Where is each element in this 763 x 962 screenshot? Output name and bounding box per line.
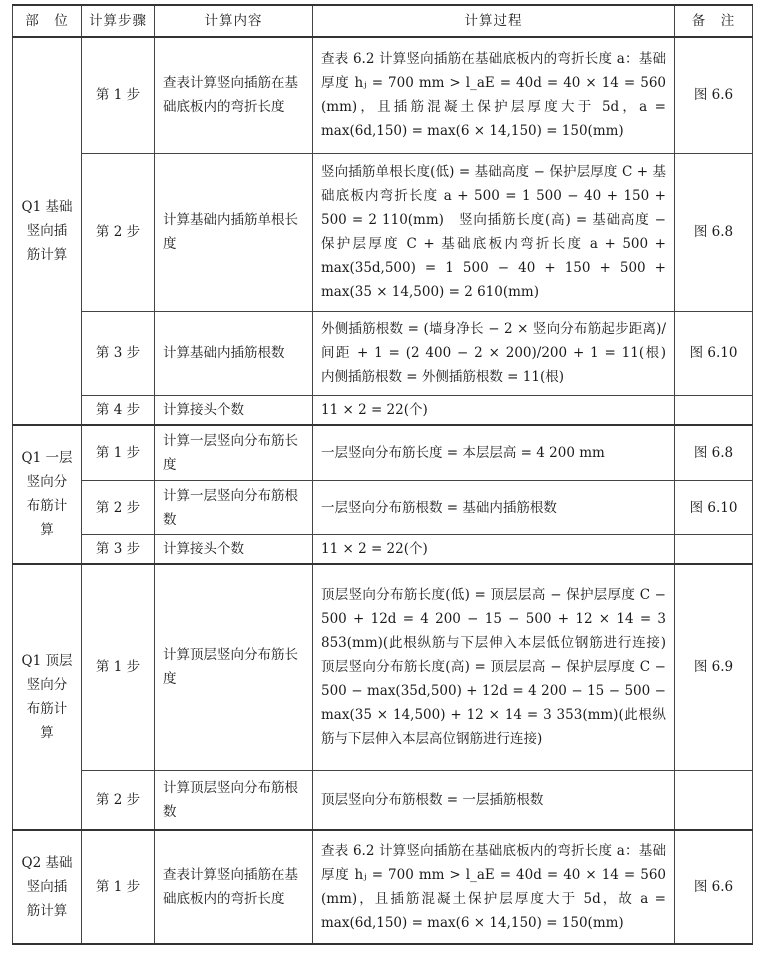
- step-cell: 第 3 步: [82, 311, 155, 395]
- part-cell: Q1 顶层竖向分布筋计算: [13, 564, 82, 830]
- process-cell: 一层竖向分布筋根数 = 基础内插筋根数: [313, 481, 675, 535]
- step-cell: 第 2 步: [82, 481, 155, 535]
- header-part: 部 位: [13, 5, 82, 37]
- step-cell: 第 2 步: [82, 770, 155, 830]
- process-cell: 查表 6.2 计算竖向插筋在基础底板内的弯折长度 a：基础厚度 hⱼ = 700 mm > l_aE = 40d = 40 × 14 = 560 (mm)，且插筋混凝土保护层厚度大于 5d，故 a = max(6d,150) = max(6 × 14,150) = 150(mm): [313, 830, 675, 944]
- table-row: [13, 425, 753, 481]
- process-cell: 11 × 2 = 22(个): [313, 395, 675, 425]
- table-row: [13, 153, 753, 311]
- step-cell: 第 3 步: [82, 535, 155, 565]
- content-cell: 查表计算竖向插筋在基础底板内的弯折长度: [155, 830, 313, 944]
- process-cell: 竖向插筋单根长度(低) = 基础高度 − 保护层厚度 C + 基础底板内弯折长度 a + 500 = 1 500 − 40 + 150 + 500 = 2 110(mm) 竖向插筋长度(高) = 基础高度 − 保护层厚度 C + 基础底板内弯折长度 a + 500 + max(35d,500) = 1 500 − 40 + 150 + 500 + max(35 × 14,500) = 2 610(mm): [313, 153, 675, 311]
- process-cell: 顶层竖向分布筋根数 = 一层插筋根数: [313, 770, 675, 830]
- header-process: 计算过程: [313, 5, 675, 37]
- content-cell: 计算顶层竖向分布筋长度: [155, 564, 313, 770]
- step-cell: 第 1 步: [82, 830, 155, 944]
- note-cell: 图 6.6: [675, 37, 753, 153]
- table-row: [13, 535, 753, 565]
- note-cell: [675, 395, 753, 425]
- part-cell: Q1 一层竖向分布筋计算: [13, 425, 82, 565]
- process-cell: 查表 6.2 计算竖向插筋在基础底板内的弯折长度 a：基础厚度 hⱼ = 700 mm > l_aE = 40d = 40 × 14 = 560 (mm)，且插筋混凝土保护层厚度大于 5d，a = max(6d,150) = max(6 × 14,150) = 150(mm): [313, 37, 675, 153]
- header-note: 备 注: [675, 5, 753, 37]
- table-header-row: [13, 5, 753, 37]
- note-cell: [675, 770, 753, 830]
- content-cell: 计算接头个数: [155, 395, 313, 425]
- content-cell: 计算接头个数: [155, 535, 313, 565]
- note-cell: 图 6.6: [675, 830, 753, 944]
- content-cell: 查表计算竖向插筋在基础底板内的弯折长度: [155, 37, 313, 153]
- header-step: 计算步骤: [82, 5, 155, 37]
- part-cell: Q2 基础竖向插筋计算: [13, 830, 82, 944]
- table-row: [13, 481, 753, 535]
- note-cell: 图 6.10: [675, 481, 753, 535]
- table-row: [13, 37, 753, 153]
- table-row: [13, 564, 753, 770]
- table-row: [13, 770, 753, 830]
- step-cell: 第 1 步: [82, 564, 155, 770]
- table-row: [13, 395, 753, 425]
- note-cell: [675, 535, 753, 565]
- note-cell: 图 6.8: [675, 153, 753, 311]
- note-cell: 图 6.10: [675, 311, 753, 395]
- content-cell: 计算顶层竖向分布筋根数: [155, 770, 313, 830]
- process-cell: 外侧插筋根数 = (墙身净长 − 2 × 竖向分布筋起步距离)/间距 + 1 = (2 400 − 2 × 200)/200 + 1 = 11(根) 内侧插筋根数 = 外侧插筋根数 = 11(根): [313, 311, 675, 395]
- step-cell: 第 4 步: [82, 395, 155, 425]
- table-row: [13, 830, 753, 944]
- content-cell: 计算一层竖向分布筋根数: [155, 481, 313, 535]
- table-row: [13, 311, 753, 395]
- note-cell: 图 6.8: [675, 425, 753, 481]
- part-cell: Q1 基础竖向插筋计算: [13, 37, 82, 425]
- content-cell: 计算基础内插筋根数: [155, 311, 313, 395]
- header-content: 计算内容: [155, 5, 313, 37]
- process-cell: 11 × 2 = 22(个): [313, 535, 675, 565]
- step-cell: 第 1 步: [82, 37, 155, 153]
- content-cell: 计算基础内插筋单根长度: [155, 153, 313, 311]
- process-cell: 顶层竖向分布筋长度(低) = 顶层层高 − 保护层厚度 C − 500 + 12d = 4 200 − 15 − 500 + 12 × 14 = 3 853(mm)(此根纵筋与下层伸入本层低位钢筋进行连接) 顶层竖向分布筋长度(高) = 顶层层高 − 保护层厚度 C − 500 − max(35d,500) + 12d = 4 200 − 15 − 500 − max(35 × 14,500) + 12 × 14 = 3 353(mm)(此根纵筋与下层伸入本层高位钢筋进行连接): [313, 564, 675, 770]
- content-cell: 计算一层竖向分布筋长度: [155, 425, 313, 481]
- step-cell: 第 2 步: [82, 153, 155, 311]
- note-cell: 图 6.9: [675, 564, 753, 770]
- step-cell: 第 1 步: [82, 425, 155, 481]
- process-cell: 一层竖向分布筋长度 = 本层层高 = 4 200 mm: [313, 425, 675, 481]
- calculation-table: [12, 4, 753, 945]
